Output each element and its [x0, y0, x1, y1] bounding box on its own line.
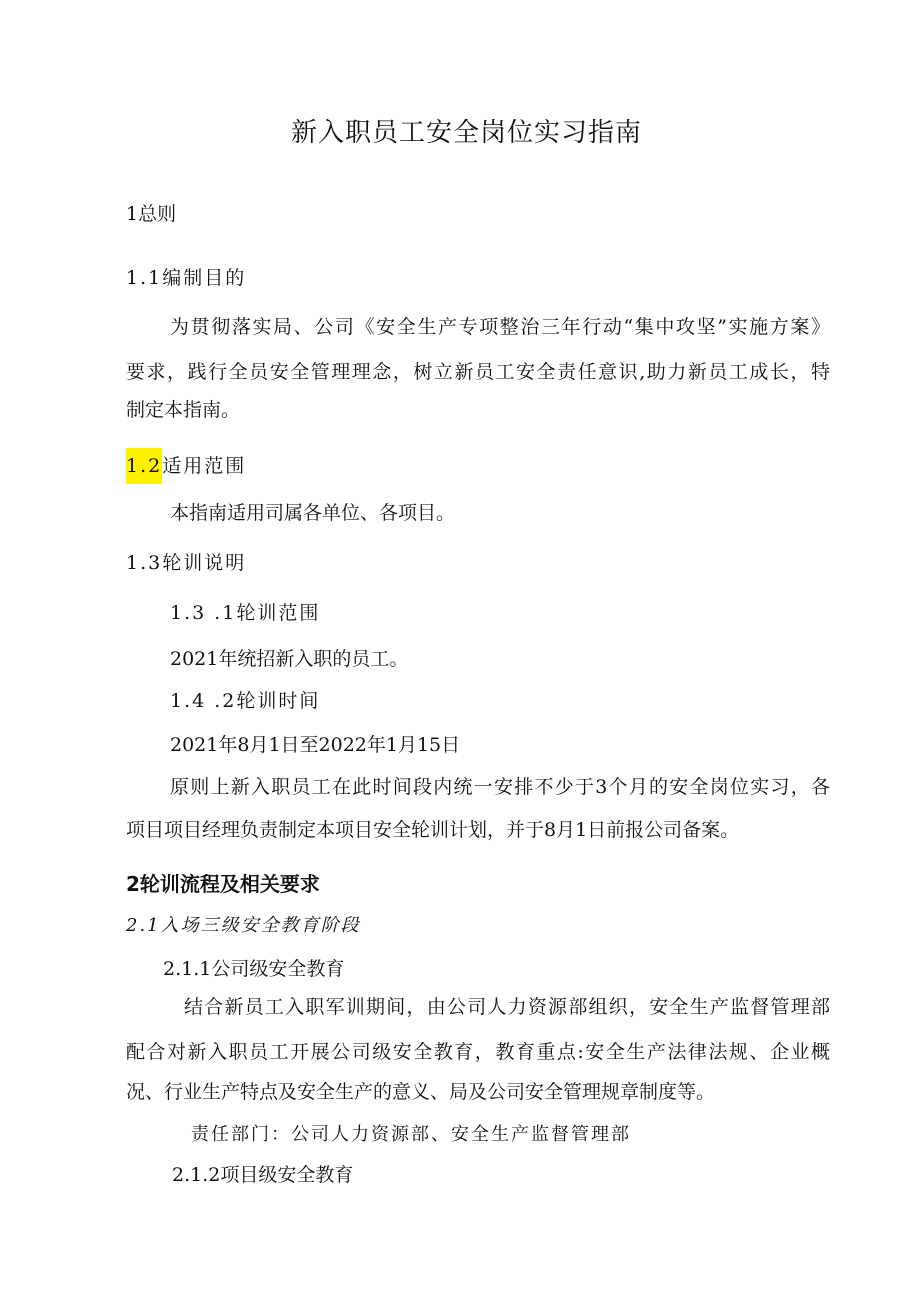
subsection-heading-2-1-1: 2.1.1公司级安全教育	[163, 958, 345, 980]
paragraph-company-education-line-1: 结合新员工入职军训期间，由公司人力资源部组织，安全生产监督管理部	[184, 996, 830, 1018]
section-heading-1-1: 1.1编制目的	[126, 267, 247, 289]
paragraph-responsible-dept: 责任部门：公司人力资源部、安全生产监督管理部	[191, 1124, 631, 1145]
paragraph-rotation-time: 2021年8月1日至2022年1月15日	[170, 734, 461, 756]
section-heading-1-2	[126, 448, 246, 484]
paragraph-purpose-line-2: 要求，践行全员安全管理理念，树立新员工安全责任意识,助力新员工成长，特	[126, 361, 830, 383]
section-heading-1-3: 1.3轮训说明	[126, 552, 247, 574]
section-heading-1: 1总则	[126, 203, 177, 225]
document-title: 新入职员工安全岗位实习指南	[291, 118, 643, 148]
section-heading-2-1: 2.1入场三级安全教育阶段	[126, 915, 361, 936]
highlighted-number: 1.2	[126, 448, 162, 484]
subsection-heading-1-4-2: 1.4 .2轮训时间	[170, 690, 321, 712]
paragraph-scope: 本指南适用司属各单位、各项目。	[170, 502, 456, 524]
subsection-heading-2-1-2: 2.1.2项目级安全教育	[172, 1164, 354, 1186]
paragraph-company-education-line-2: 配合对新入职员工开展公司级安全教育，教育重点:安全生产法律法规、企业概	[126, 1041, 830, 1063]
paragraph-purpose-line-3: 制定本指南。	[126, 399, 241, 421]
paragraph-company-education-line-3: 况、行业生产特点及安全生产的意义、局及公司安全管理规章制度等。	[126, 1081, 716, 1103]
section-heading-2: 2轮训流程及相关要求	[126, 872, 320, 896]
paragraph-principle-line-1: 原则上新入职员工在此时间段内统一安排不少于3个月的安全岗位实习，各	[170, 776, 830, 798]
paragraph-principle-line-2: 项目项目经理负责制定本项目安全轮训计划，并于8月1日前报公司备案。	[126, 819, 740, 841]
section-heading-1-2-text: 适用范围	[162, 455, 247, 477]
paragraph-rotation-scope: 2021年统招新入职的员工。	[170, 648, 409, 670]
subsection-heading-1-3-1: 1.3 .1轮训范围	[170, 602, 321, 624]
paragraph-purpose-line-1: 为贯彻落实局、公司《安全生产专项整治三年行动“集中攻坚”实施方案》	[170, 316, 830, 338]
